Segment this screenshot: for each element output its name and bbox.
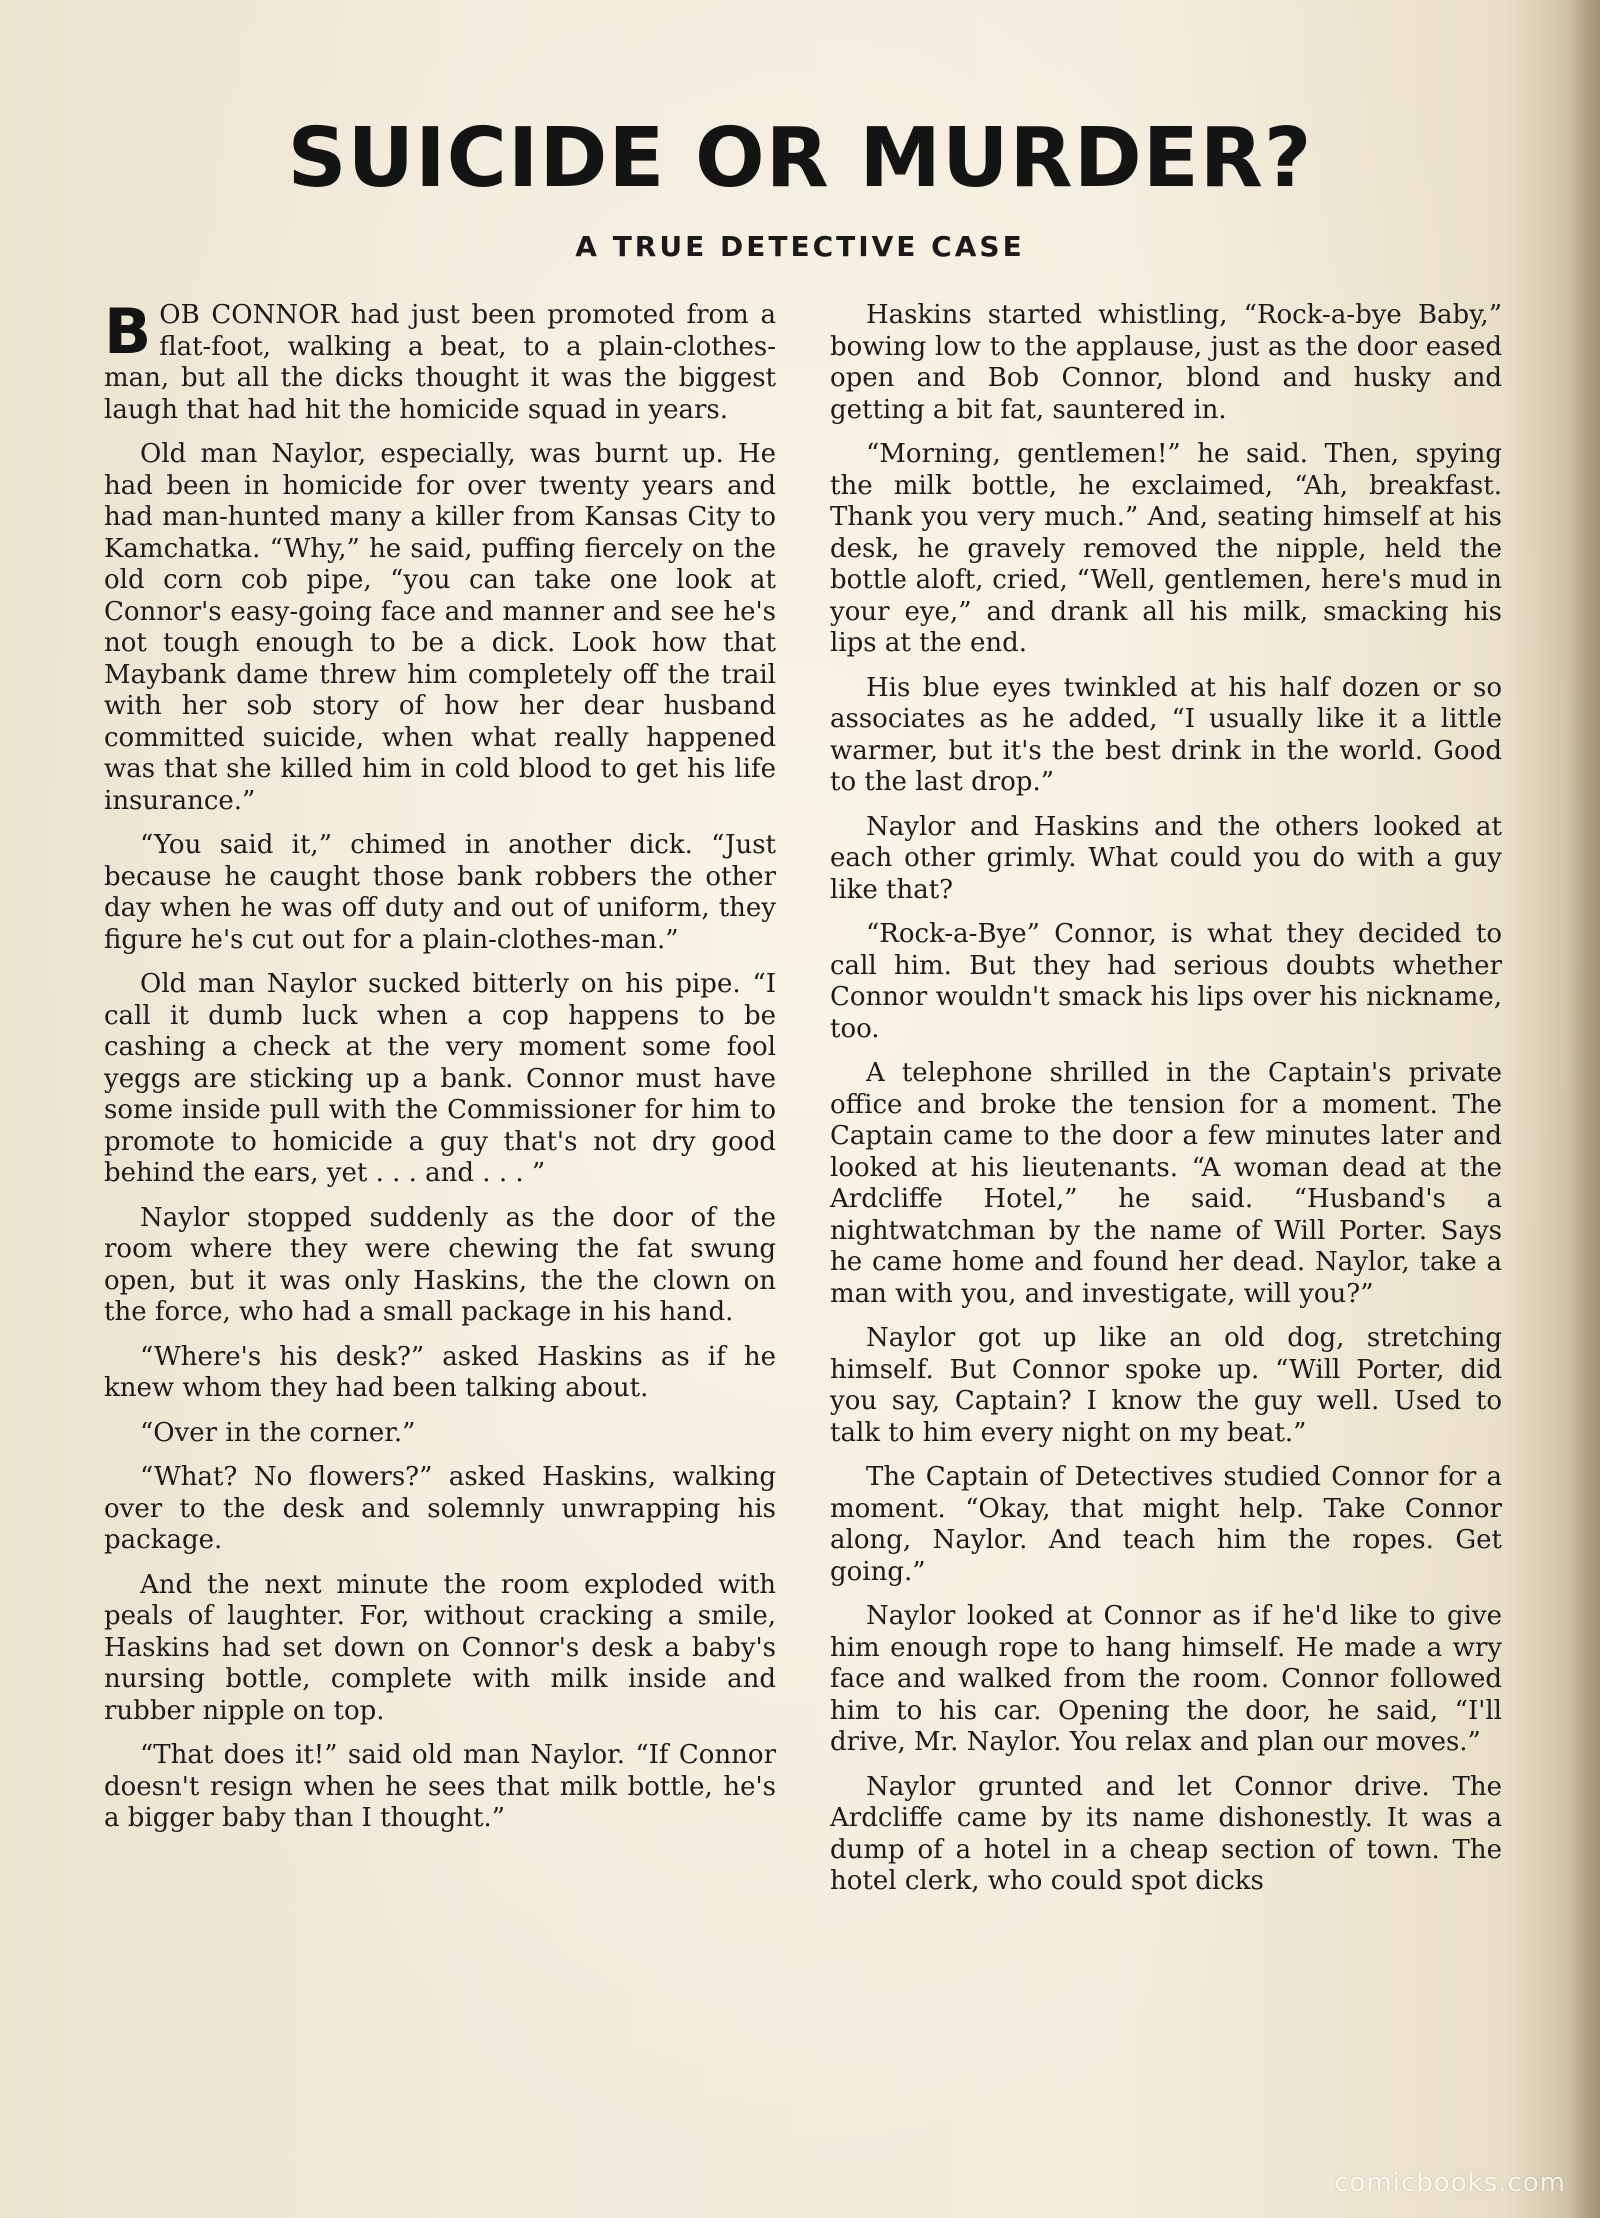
paragraph: Naylor grunted and let Connor drive. The Ardcliffe came by its name dishonestly. It was a dump of a hotel in a cheap section of town. The hotel clerk, who could spot dicks [830, 1771, 1502, 1896]
article-subtitle: A TRUE DETECTIVE CASE [575, 230, 1025, 263]
paragraph: “Rock-a-Bye” Connor, is what they decided to call him. But they had serious doubts whether Connor wouldn't smack his lips over his nickname, too. [830, 919, 1502, 1044]
paragraph: The Captain of Detectives studied Connor for a moment. “Okay, that might help. Take Connor along, Naylor. And teach him the ropes. Get going.” [830, 1462, 1502, 1587]
paragraph: “That does it!” said old man Naylor. “If Connor doesn't resign when he sees that milk bottle, he's a bigger baby than I thought.” [104, 1740, 776, 1833]
paragraph: Haskins started whistling, “Rock-a-bye Baby,” bowing low to the applause, just as the door eased open and Bob Connor, blond and husky and getting a bit fat, sauntered in. [830, 300, 1502, 425]
paragraph: Naylor looked at Connor as if he'd like to give him enough rope to hang himself. He made a wry face and walked from the room. Connor followed him to his car. Opening the door, he said, “I'll drive, Mr. Naylor. You relax and plan our moves.” [830, 1601, 1502, 1757]
paragraph: Old man Naylor sucked bitterly on his pipe. “I call it dumb luck when a cop happens to be cashing a check at the very moment some fool yeggs are sticking up a bank. Connor must have some inside pull with the Commissioner for him to promote to homicide a guy that's not dry good behind the ears, yet . . . and . . . ” [104, 969, 776, 1188]
paragraph: His blue eyes twinkled at his half dozen or so associates as he added, “I usually like it a little warmer, but it's the best drink in the world. Good to the last drop.” [830, 672, 1502, 797]
paragraph: Old man Naylor, especially, was burnt up. He had been in homicide for over twenty years and had man-hunted many a killer from Kansas City to Kamchatka. “Why,” he said, puffing fiercely on the old corn cob pipe, “you can take one look at Connor's easy-going face and manner and see he's not tough enough to be a dick. Look how that Maybank dame threw him completely off the trail with her sob story of how her dear husband committed suicide, when what really happened was that she killed him in cold blood to get his life insurance.” [104, 439, 776, 816]
paragraph: “What? No flowers?” asked Haskins, walking over to the desk and solemnly unwrapping his package. [104, 1462, 776, 1555]
site-watermark: comicbooks.com [1334, 2168, 1566, 2198]
paragraph: A telephone shrilled in the Captain's private office and broke the tension for a moment. The Captain came to the door a few minutes later and looked at his lieutenants. “A woman dead at the Ardcliffe Hotel,” he said. “Husband's a nightwatchman by the name of Will Porter. Says he came home and found her dead. Naylor, take a man with you, and investigate, will you?” [830, 1058, 1502, 1309]
paragraph: Naylor stopped suddenly as the door of the room where they were chewing the fat swung open, but it was only Haskins, the the clown on the force, who had a small package in his hand. [104, 1202, 776, 1327]
drop-cap: B [104, 295, 152, 368]
paragraph: Naylor got up like an old dog, stretching himself. But Connor spoke up. “Will Porter, did you say, Captain? I know the guy well. Used to talk to him every night on my beat.” [830, 1323, 1502, 1448]
paragraph: And the next minute the room exploded with peals of laughter. For, without cracking a smile, Haskins had set down on Connor's desk a baby's nursing bottle, complete with milk inside and rubber nipple on top. [104, 1569, 776, 1726]
article-title: SUICIDE OR MURDER? [287, 111, 1313, 206]
paragraph: “You said it,” chimed in another dick. “Just because he caught those bank robbers the other day when he was off duty and out of uniform, they figure he's cut out for a plain-clothes-man.” [104, 830, 776, 955]
paragraph [104, 295, 776, 426]
paragraph: “Where's his desk?” asked Haskins as if he knew whom they had been talking about. [104, 1341, 776, 1403]
left-column [104, 295, 776, 1848]
right-column [830, 300, 1502, 1911]
page-spine-shadow [1566, 0, 1600, 2218]
paragraph-text: OB CONNOR had just been promoted from a flat-foot, walking a beat, to a plain-clothes-man, but all the dicks thought it was the biggest laugh that had hit the homicide squad in years. [104, 300, 776, 425]
paragraph: “Morning, gentlemen!” he said. Then, spying the milk bottle, he exclaimed, “Ah, breakfast. Thank you very much.” And, seating himself at his desk, he gravely removed the nipple, held the bottle aloft, cried, “Well, gentlemen, here's mud in your eye,” and drank all his milk, smacking his lips at the end. [830, 439, 1502, 658]
paragraph: Naylor and Haskins and the others looked at each other grimly. What could you do with a guy like that? [830, 811, 1502, 905]
paragraph: “Over in the corner.” [140, 1417, 416, 1448]
